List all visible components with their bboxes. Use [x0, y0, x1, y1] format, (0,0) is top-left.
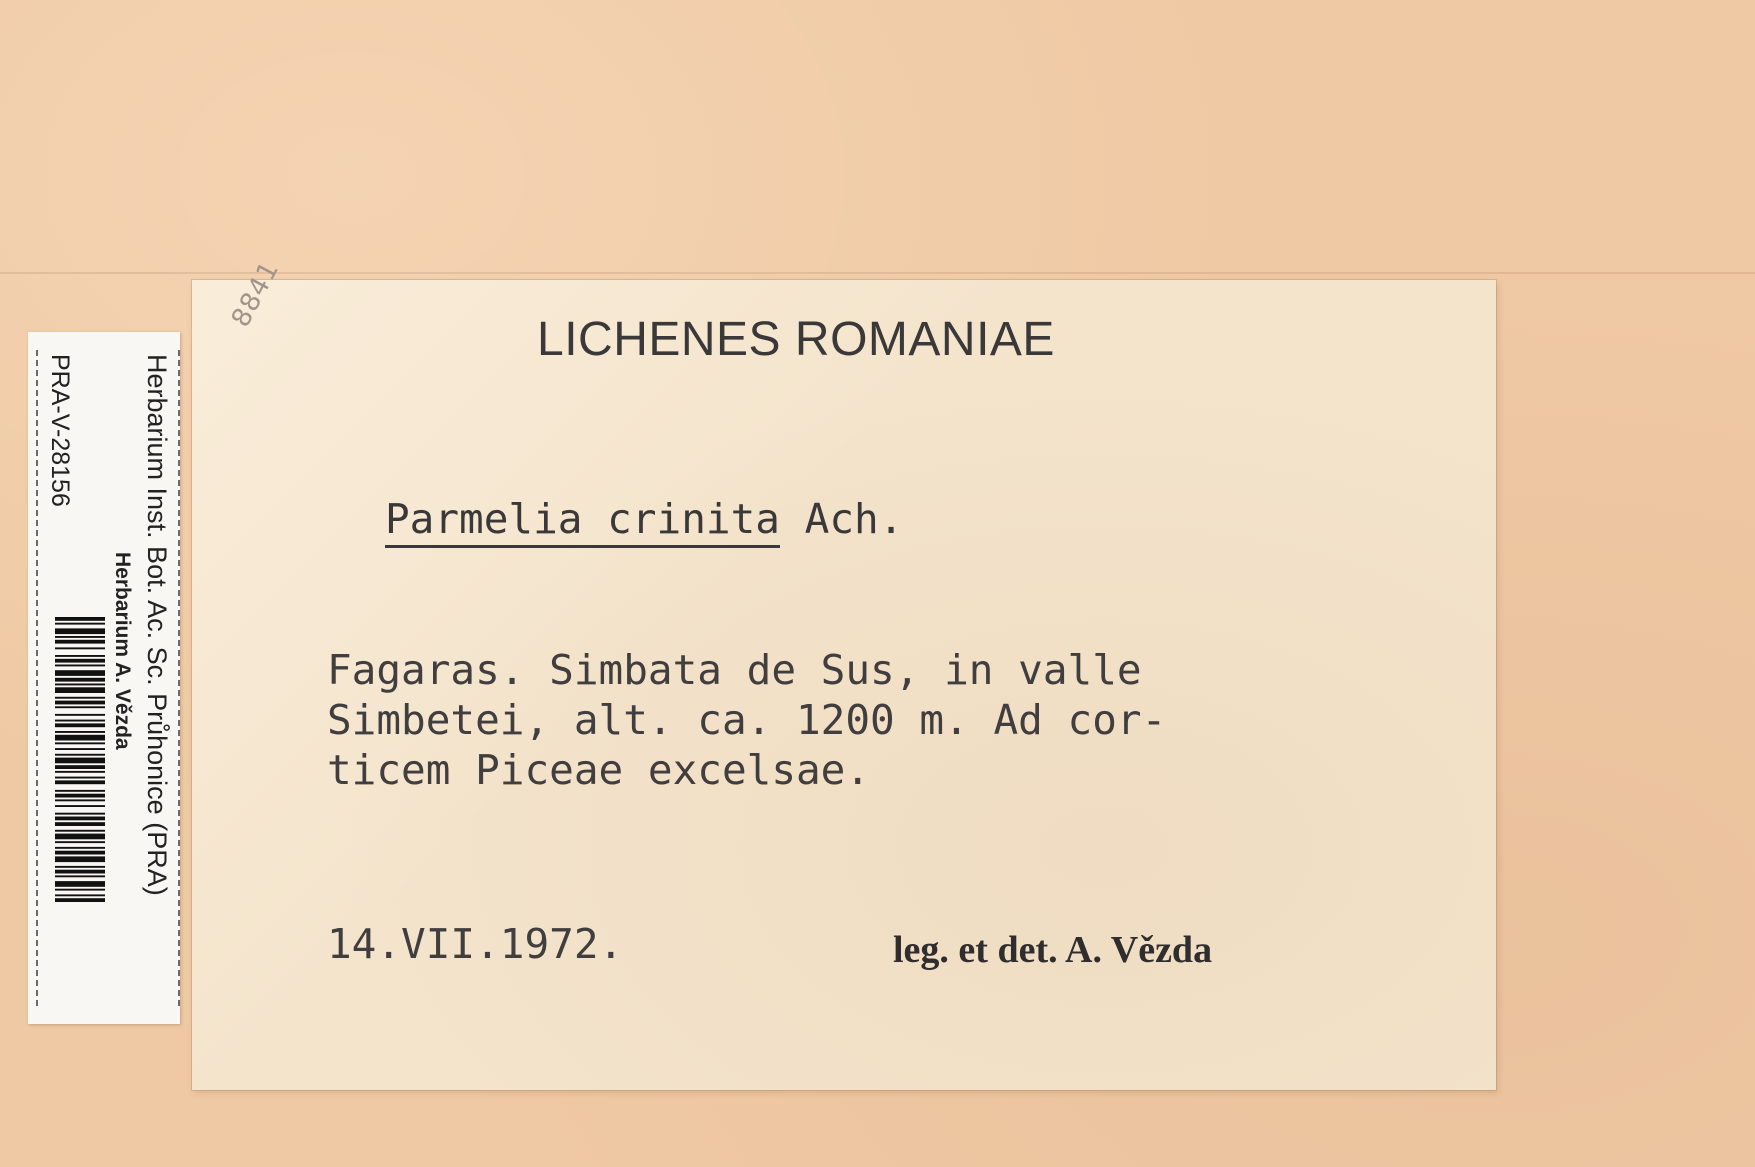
sticker-collection: Herbarium A. Vězda: [111, 552, 134, 750]
series-title: LICHENES ROMANIAE: [537, 313, 1055, 366]
taxon-author: Ach.: [804, 495, 904, 543]
pencil-catalog-number: 8841: [226, 256, 286, 333]
sticker-content: [28, 332, 180, 1024]
locality-text: [327, 645, 1347, 795]
sticker-barcode-id: PRA-V-28156: [46, 354, 74, 507]
sticker-institution: Herbarium Inst. Bot. Ac. Sc. Průhonice (PRA): [142, 354, 172, 896]
taxon-name: Parmelia crinita: [385, 495, 780, 548]
locality-line: ticem Piceae excelsae.: [327, 746, 871, 794]
herbarium-sticker: [28, 332, 180, 1024]
barcode-icon: [55, 617, 105, 1007]
collector-credit: leg. et det. A. Vězda: [893, 929, 1213, 971]
taxon: [385, 495, 903, 543]
locality-line: Simbetei, alt. ca. 1200 m. Ad cor-: [327, 696, 1167, 744]
locality-line: Fagaras. Simbata de Sus, in valle: [327, 646, 1142, 694]
collection-date: 14.VII.1972.: [327, 920, 624, 968]
